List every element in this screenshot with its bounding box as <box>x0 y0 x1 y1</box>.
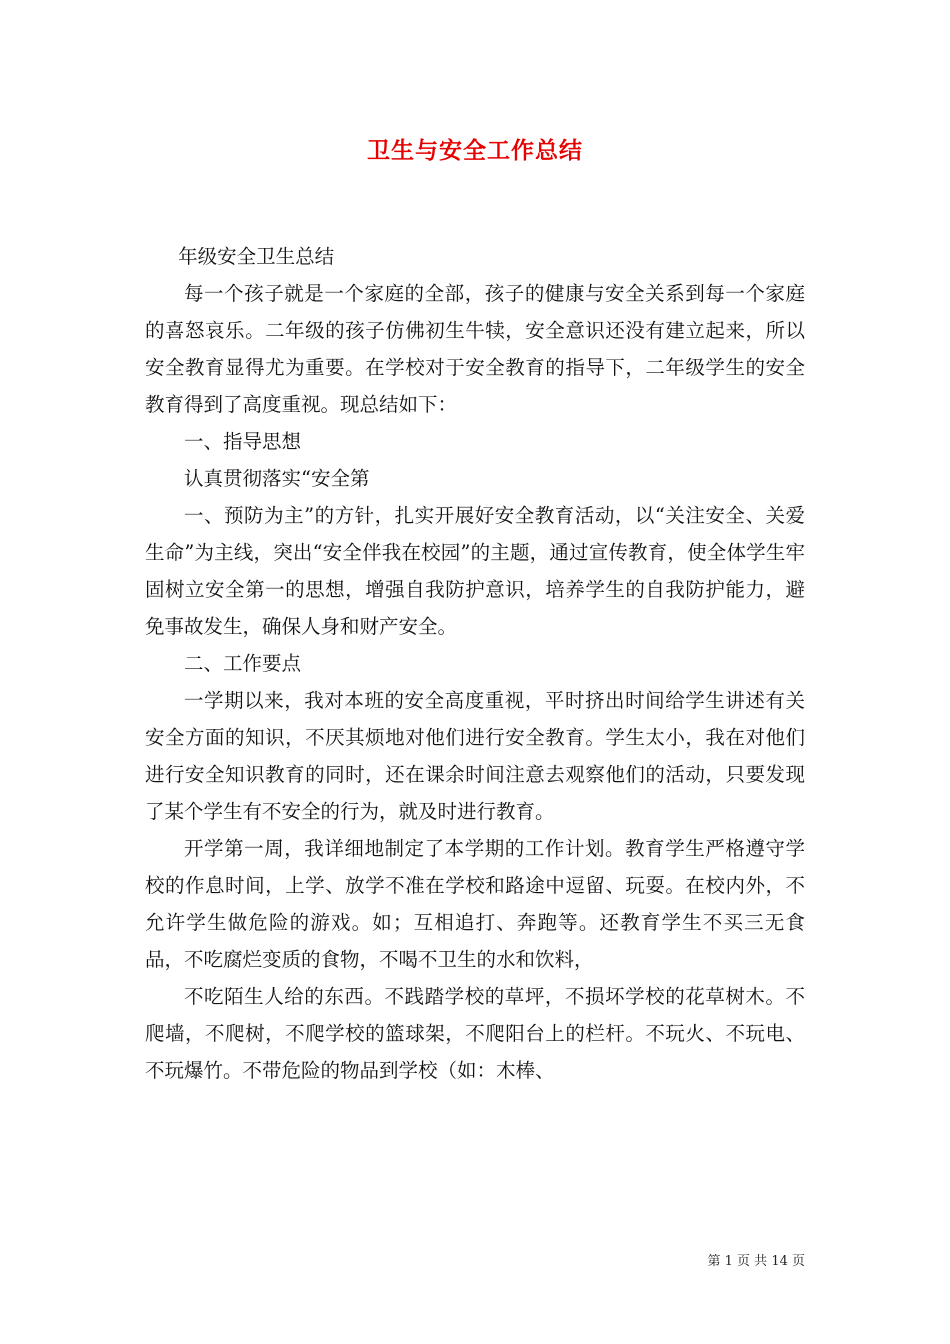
paragraph-intro: 每一个孩子就是一个家庭的全部，孩子的健康与安全关系到每一个家庭的喜怒哀乐。二年级的孩子仿佛初生牛犊，安全意识还没有建立起来，所以安全教育显得尤为重要。在学校对于安全教育的指导下，二年级学生的安全教育得到了高度重视。现总结如下： <box>145 282 805 416</box>
paragraph-prevention-policy: 一、预防为主”的方针，扎实开展好安全教育活动，以“关注安全、关爱生命”为主线，突出“安全伴我在校园”的主题，通过宣传教育，使全体学生牢固树立安全第一的思想，增强自我防护意识，培养学生的自我防护能力，避免事故发生，确保人身和财产安全。 <box>145 504 805 638</box>
paragraph-first-week-plan: 开学第一周，我详细地制定了本学期的工作计划。教育学生严格遵守学校的作息时间，上学、放学不准在学校和路途中逗留、玩耍。在校内外，不允许学生做危险的游戏。如；互相追打、奔跑等。还教育学生不买三无食品，不吃腐烂变质的食物，不喝不卫生的水和饮料， <box>145 837 805 971</box>
paragraph-semester-review: 一学期以来，我对本班的安全高度重视，平时挤出时间给学生讲述有关安全方面的知识，不厌其烦地对他们进行安全教育。学生太小，我在对他们进行安全知识教育的同时，还在课余时间注意去观察他们的活动，只要发现了某个学生有不安全的行为，就及时进行教育。 <box>145 689 805 823</box>
document-body <box>145 238 805 1089</box>
section-heading-work-points: 二、工作要点 <box>184 652 302 675</box>
page-title: 卫生与安全工作总结 <box>367 137 583 164</box>
paragraph-safety-rules: 不吃陌生人给的东西。不践踏学校的草坪，不损坏学校的花草树木。不爬墙，不爬树，不爬学校的篮球架，不爬阳台上的栏杆。不玩火、不玩电、不玩爆竹。不带危险的物品到学校（如：木棒、 <box>145 985 805 1082</box>
section-heading-grade-summary: 年级安全卫生总结 <box>178 245 335 268</box>
paragraph-implement: 认真贯彻落实“安全第 <box>184 467 370 490</box>
section-heading-guiding-ideology: 一、指导思想 <box>184 430 302 453</box>
page-number-footer: 第 1 页 共 14 页 <box>707 1254 805 1269</box>
